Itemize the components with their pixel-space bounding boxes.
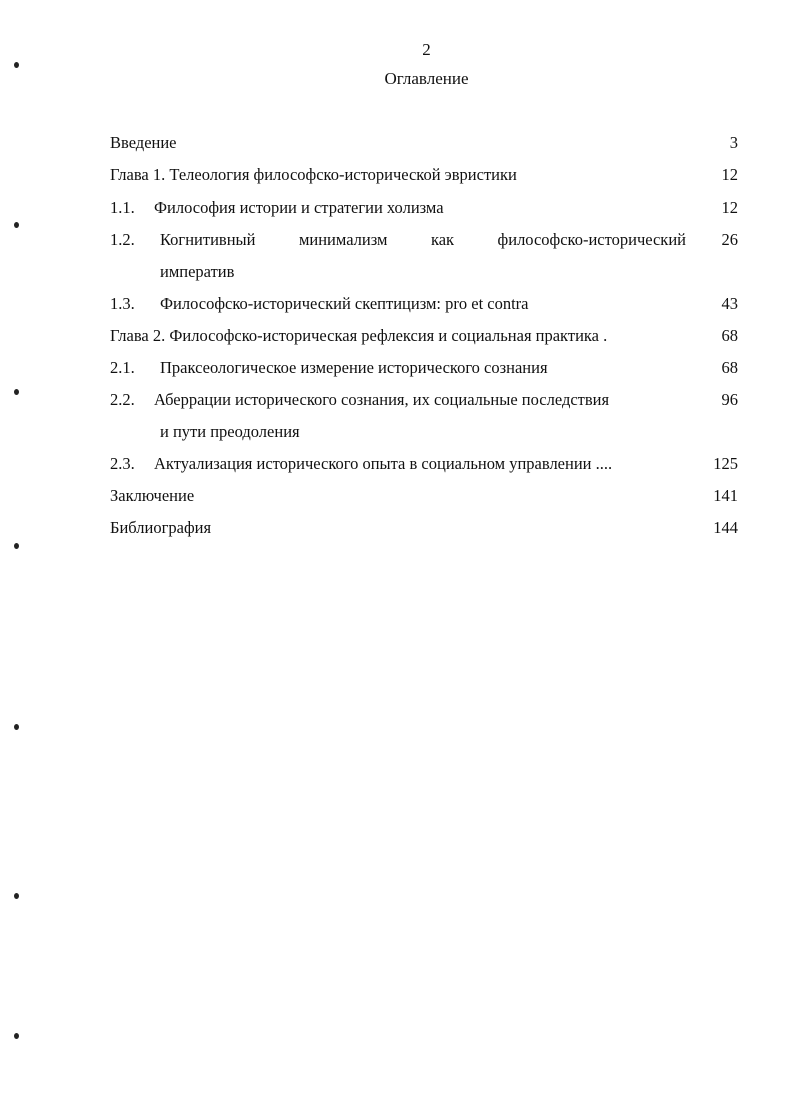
toc-entry-page: 125	[713, 454, 738, 473]
toc-entry-page: 96	[721, 390, 738, 409]
toc-entry-section-1-3	[110, 292, 740, 316]
toc-entry-label: Глава 2. Философско-историческая рефлексия и социальная практика .	[110, 326, 608, 345]
toc-entry-page: 141	[713, 486, 738, 505]
toc-entry-label: Праксеологическое измерение исторического сознания	[160, 358, 548, 377]
toc-entry-label: Библиография	[110, 518, 212, 537]
page-number: 2	[422, 40, 431, 59]
toc-entry-introduction	[110, 131, 740, 155]
toc-entry-section-1-1	[110, 196, 740, 220]
toc-title: Оглавление	[384, 69, 469, 88]
binding-hole-mark	[14, 1033, 19, 1039]
toc-entry-label-word: Когнитивный	[160, 230, 256, 249]
toc-entry-section-2-3	[110, 452, 740, 476]
binding-hole-mark	[14, 724, 19, 730]
toc-entry-section-1-2-continued	[110, 260, 740, 284]
toc-entry-label: Философско-исторический скептицизм: pro et contra	[160, 294, 529, 313]
toc-entry-chapter-2	[110, 324, 740, 348]
toc-entry-page: 12	[721, 198, 738, 217]
toc-entry-label: Заключение	[110, 486, 195, 505]
toc-entry-bibliography	[110, 516, 740, 540]
toc-entry-page: 12	[721, 165, 738, 184]
toc-entry-page: 3	[729, 133, 738, 152]
binding-hole-mark	[14, 62, 19, 68]
toc-entry-chapter-1	[110, 163, 740, 187]
toc-entry-page: 68	[721, 358, 738, 377]
toc-entry-label: императив	[160, 262, 235, 281]
toc-entry-page: 43	[721, 294, 738, 313]
toc-entry-number: 1.3.	[110, 294, 135, 313]
toc-entry-label: Философия истории и стратегии холизма	[154, 198, 444, 217]
toc-entry-label: Аберрации исторического сознания, их социальные последствия	[154, 390, 610, 409]
toc-entry-number: 2.2.	[110, 390, 135, 409]
toc-entry-label-word: как	[430, 230, 455, 249]
binding-hole-mark	[14, 543, 19, 549]
toc-entry-page: 26	[721, 230, 738, 249]
toc-entry-number: 1.1.	[110, 198, 135, 217]
toc-entry-number: 1.2.	[110, 230, 135, 249]
toc-entry-page: 144	[713, 518, 738, 537]
binding-hole-mark	[14, 389, 19, 395]
toc-entry-section-2-2	[110, 388, 740, 412]
toc-entry-number: 2.3.	[110, 454, 135, 473]
toc-entry-label: и пути преодоления	[160, 422, 300, 441]
binding-hole-mark	[14, 893, 19, 899]
toc-entry-page: 68	[721, 326, 738, 345]
toc-entry-label: Введение	[110, 133, 177, 152]
toc-entry-section-2-2-continued	[110, 420, 740, 444]
toc-entry-label-word: минимализм	[298, 230, 388, 249]
toc-entry-conclusion	[110, 484, 740, 508]
toc-entry-label-word: философско-исторический	[497, 230, 686, 249]
toc-entry-section-2-1	[110, 356, 740, 380]
toc-entry-label: Глава 1. Телеология философско-исторической эвристики	[110, 165, 517, 184]
toc-entry-section-1-2	[110, 228, 740, 252]
toc-entry-number: 2.1.	[110, 358, 135, 377]
binding-hole-mark	[14, 222, 19, 228]
toc-entry-label: Актуализация исторического опыта в социальном управлении ....	[154, 454, 613, 473]
